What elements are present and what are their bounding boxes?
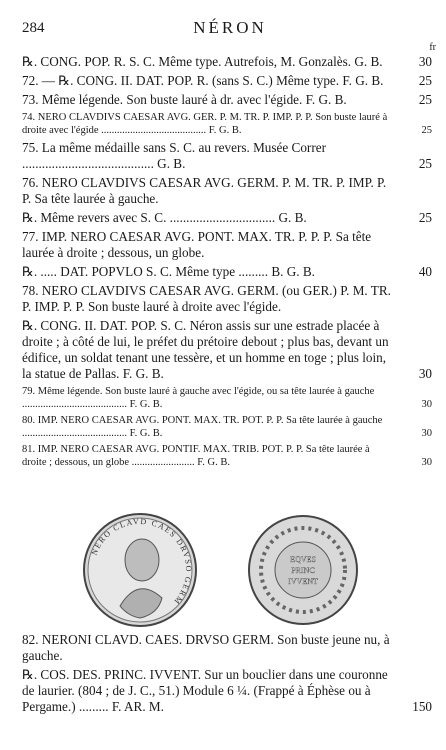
medal-reverse — [245, 512, 361, 628]
catalog-entry — [22, 414, 432, 440]
catalog-entry — [22, 264, 432, 280]
reverse-line-1: EQVES — [290, 555, 316, 564]
entry-price: 30 — [421, 428, 432, 439]
entry-text: ℞. COS. DES. PRINC. IVVENT. Sur un bouclier dans une couronne de laurier. (804 ; de J. C., 51.) Module 6 ¼. (Frappé à Éphèse ou à Pergame.) ......... F. AR. M. — [22, 667, 388, 714]
catalog-entry — [22, 283, 432, 315]
catalog-entry — [22, 73, 432, 89]
entry-text: 82. NERONI CLAVD. CAES. DRVSO GERM. Son buste jeune nu, à gauche. — [22, 632, 390, 663]
entry-price: 25 — [418, 210, 432, 225]
entry-text: 80. IMP. NERO CAESAR AVG. PONT. MAX. TR. POT. P. P. Sa tête laurée à gauche ........................................ F. G. B. — [22, 415, 383, 439]
medal-obverse — [80, 510, 200, 630]
entry-text: ℞. CONG. POP. R. S. C. Même type. Autrefois, M. Gonzalès. G. B. — [22, 54, 383, 69]
entry-price: 30 — [421, 399, 432, 410]
entry-text: ℞. ..... DAT. POPVLO S. C. Même type ......... B. G. B. — [22, 264, 315, 279]
page-number: 284 — [22, 20, 45, 36]
entry-text: ℞. Même revers avec S. C. ................................ G. B. — [22, 210, 307, 225]
entry-text: 78. NERO CLAVDIVS CAESAR AVG. GERM. (ou GER.) P. M. TR. P. IMP. P. P. Son buste lauré à droite avec l'égide. — [22, 283, 391, 314]
catalog-entry — [22, 111, 432, 137]
entry-price: 30 — [418, 366, 432, 381]
catalog-entry — [22, 92, 432, 108]
entry-price: 25 — [418, 73, 432, 88]
obverse-legend: NERO CLAVD CAES DRVSO GERM — [89, 516, 194, 607]
entry-text: 72. — ℞. CONG. II. DAT. POP. R. (sans S. C.) Même type. F. G. B. — [22, 73, 384, 88]
entry-price: 25 — [418, 156, 432, 171]
entry-text: 74. NERO CLAVDIVS CAESAR AVG. GER. P. M. TR. P. IMP. P. P. Son buste lauré à droite avec l'égide ........................................ F. G. B. — [22, 112, 388, 136]
entry-price: 40 — [418, 264, 432, 279]
catalog-entry — [22, 443, 432, 469]
entry-price: 30 — [418, 54, 432, 69]
catalog-entry — [22, 318, 432, 382]
entry-text: 79. Même légende. Son buste lauré à gauche avec l'égide, ou sa tête laurée à gauche ........................................ F. G. B. — [22, 386, 375, 410]
entry-text: 73. Même légende. Son buste lauré à dr. avec l'égide. F. G. B. — [22, 92, 347, 107]
catalog-entry — [22, 54, 432, 70]
reverse-line-2: PRINC — [291, 566, 315, 575]
catalog-entry — [22, 175, 432, 207]
catalog-entries-bottom — [22, 632, 432, 718]
catalog-entry — [22, 229, 432, 261]
page-header — [22, 18, 438, 53]
page-title: NÉRON — [193, 18, 267, 37]
catalog-entry — [22, 667, 432, 715]
entry-text: ℞. CONG. II. DAT. POP. S. C. Néron assis sur une estrade placée à droite ; à côté de lui, le préfet du prétoire debout ; plus bas, devant un édifice, un soldat tenant une tessère, et un homme en toge ; plus loin, la statue de Pallas. F. G. B. — [22, 318, 389, 381]
price-unit-heading: fr — [429, 42, 436, 53]
entry-price: 30 — [421, 457, 432, 468]
entry-price: 25 — [418, 92, 432, 107]
catalog-entry — [22, 632, 432, 664]
entry-text: 77. IMP. NERO CAESAR AVG. PONT. MAX. TR. P. P. P. Sa tête laurée à droite ; dessous, un globe. — [22, 229, 372, 260]
catalog-entry — [22, 385, 432, 411]
catalog-entries — [22, 54, 432, 472]
entry-text: 76. NERO CLAVDIVS CAESAR AVG. GERM. P. M. TR. P. IMP. P. P. Sa tête laurée à gauche. — [22, 175, 387, 206]
reverse-line-3: IVVENT — [288, 577, 318, 586]
entry-text: 81. IMP. NERO CAESAR AVG. PONTIF. MAX. TRIB. POT. P. P. Sa tête laurée à droite ; dessous, un globe ........................ F. G. B. — [22, 444, 370, 468]
entry-price: 150 — [412, 699, 432, 714]
entry-price: 25 — [421, 125, 432, 136]
medal-illustration — [0, 510, 446, 630]
entry-text: 75. La même médaille sans S. C. au revers. Musée Correr ........................................ G. B. — [22, 140, 326, 171]
catalog-entry — [22, 210, 432, 226]
catalog-entry — [22, 140, 432, 172]
